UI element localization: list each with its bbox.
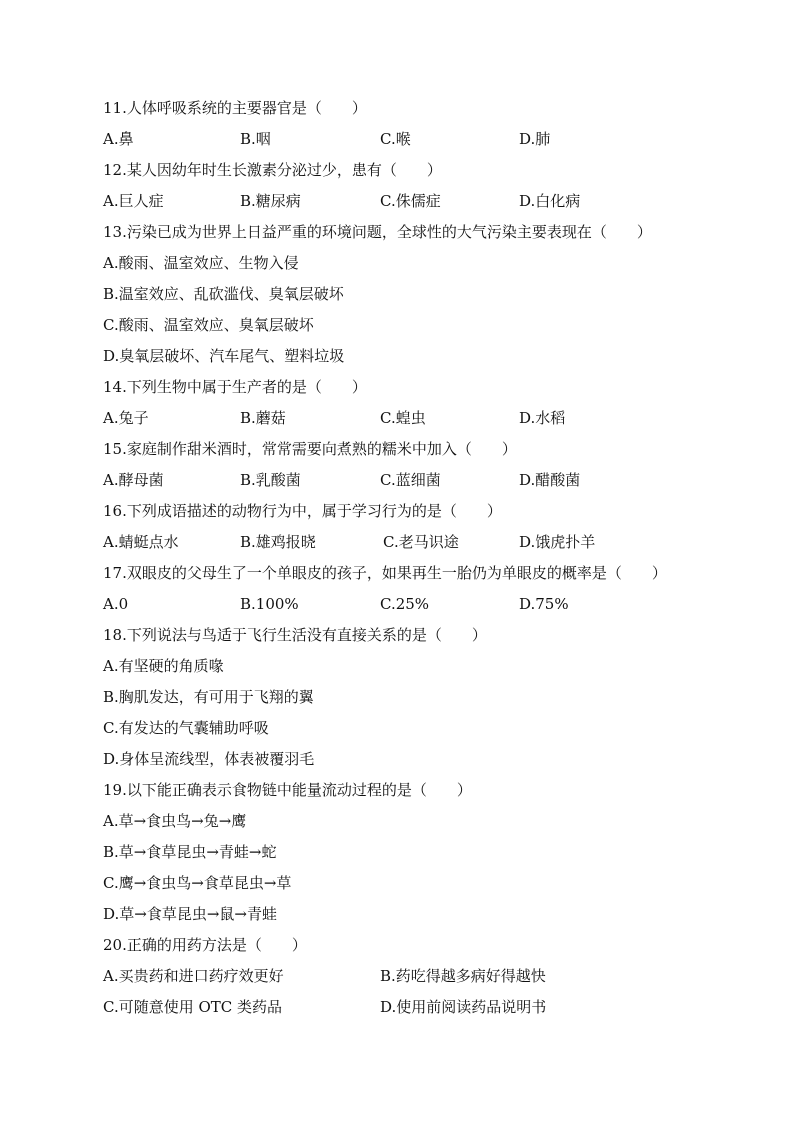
option-d: D.饿虎扑羊 [519, 533, 596, 551]
option-b: B.100% [240, 595, 299, 613]
question-20-options-row1 [103, 961, 703, 992]
option-a: A.酵母菌 [103, 471, 164, 489]
option-a: A.有坚硬的角质喙 [103, 657, 224, 675]
option-a: A.兔子 [103, 409, 149, 427]
option-d: D.醋酸菌 [519, 471, 581, 489]
option-b: B.糖尿病 [240, 192, 301, 210]
option-c: C.25% [380, 595, 430, 613]
question-list [103, 93, 703, 1023]
question-15-stem: 15.家庭制作甜米酒时，常常需要向煮熟的糯米中加入（ ） [103, 440, 517, 458]
option-d: D.肺 [519, 130, 551, 148]
option-b: B.胸肌发达，有可用于飞翔的翼 [103, 688, 314, 706]
option-c: C.蓝细菌 [380, 471, 441, 489]
question-14-stem: 14.下列生物中属于生产者的是（ ） [103, 378, 367, 396]
option-b: B.温室效应、乱砍滥伐、臭氧层破坏 [103, 285, 344, 303]
option-b: B.咽 [240, 130, 271, 148]
question-12-stem: 12.某人因幼年时生长激素分泌过少，患有（ ） [103, 161, 442, 179]
question-15-options [103, 465, 703, 496]
option-d: D.使用前阅读药品说明书 [380, 998, 547, 1016]
option-a: A.酸雨、温室效应、生物入侵 [103, 254, 299, 272]
question-18-stem: 18.下列说法与鸟适于飞行生活没有直接关系的是（ ） [103, 626, 487, 644]
option-c: C.鹰→食虫鸟→食草昆虫→草 [103, 874, 292, 892]
option-a: A.巨人症 [103, 192, 164, 210]
question-11-stem: 11.人体呼吸系统的主要器官是（ ） [103, 99, 367, 117]
option-b: B.雄鸡报晓 [240, 533, 316, 551]
option-a: A.买贵药和进口药疗效更好 [103, 967, 284, 985]
option-d: D.臭氧层破坏、汽车尾气、塑料垃圾 [103, 347, 345, 365]
question-11-options [103, 124, 703, 155]
option-b: B.乳酸菌 [240, 471, 301, 489]
option-a: A.草→食虫鸟→兔→鹰 [103, 812, 247, 830]
question-19-stem: 19.以下能正确表示食物链中能量流动过程的是（ ） [103, 781, 472, 799]
option-d: D.75% [519, 595, 569, 613]
option-b: B.药吃得越多病好得越快 [380, 967, 546, 985]
option-a: A.蜻蜓点水 [103, 533, 179, 551]
option-b: B.蘑菇 [240, 409, 286, 427]
option-c: C.侏儒症 [380, 192, 441, 210]
question-14-options [103, 403, 703, 434]
option-d: D.白化病 [519, 192, 581, 210]
question-12-options [103, 186, 703, 217]
option-b: B.草→食草昆虫→青蛙→蛇 [103, 843, 277, 861]
option-d: D.草→食草昆虫→鼠→青蛙 [103, 905, 277, 923]
option-c: C.喉 [380, 130, 411, 148]
option-c: C.可随意使用 OTC 类药品 [103, 998, 283, 1016]
option-a: A.鼻 [103, 130, 134, 148]
question-16-options [103, 527, 703, 558]
question-16-stem: 16.下列成语描述的动物行为中，属于学习行为的是（ ） [103, 502, 502, 520]
option-c: C.蝗虫 [380, 409, 426, 427]
question-17-stem: 17.双眼皮的父母生了一个单眼皮的孩子，如果再生一胎仍为单眼皮的概率是（ ） [103, 564, 667, 582]
question-13-stem: 13.污染已成为世界上日益严重的环境问题，全球性的大气污染主要表现在（ ） [103, 223, 652, 241]
question-17-options [103, 589, 703, 620]
question-20-stem: 20.正确的用药方法是（ ） [103, 936, 307, 954]
option-a: A.0 [103, 595, 129, 613]
option-d: D.水稻 [519, 409, 566, 427]
option-c: C.酸雨、温室效应、臭氧层破坏 [103, 316, 314, 334]
option-d: D.身体呈流线型，体表被覆羽毛 [103, 750, 315, 768]
option-c: C.老马识途 [383, 533, 459, 551]
question-20-options-row2 [103, 992, 703, 1023]
option-c: C.有发达的气囊辅助呼吸 [103, 719, 269, 737]
